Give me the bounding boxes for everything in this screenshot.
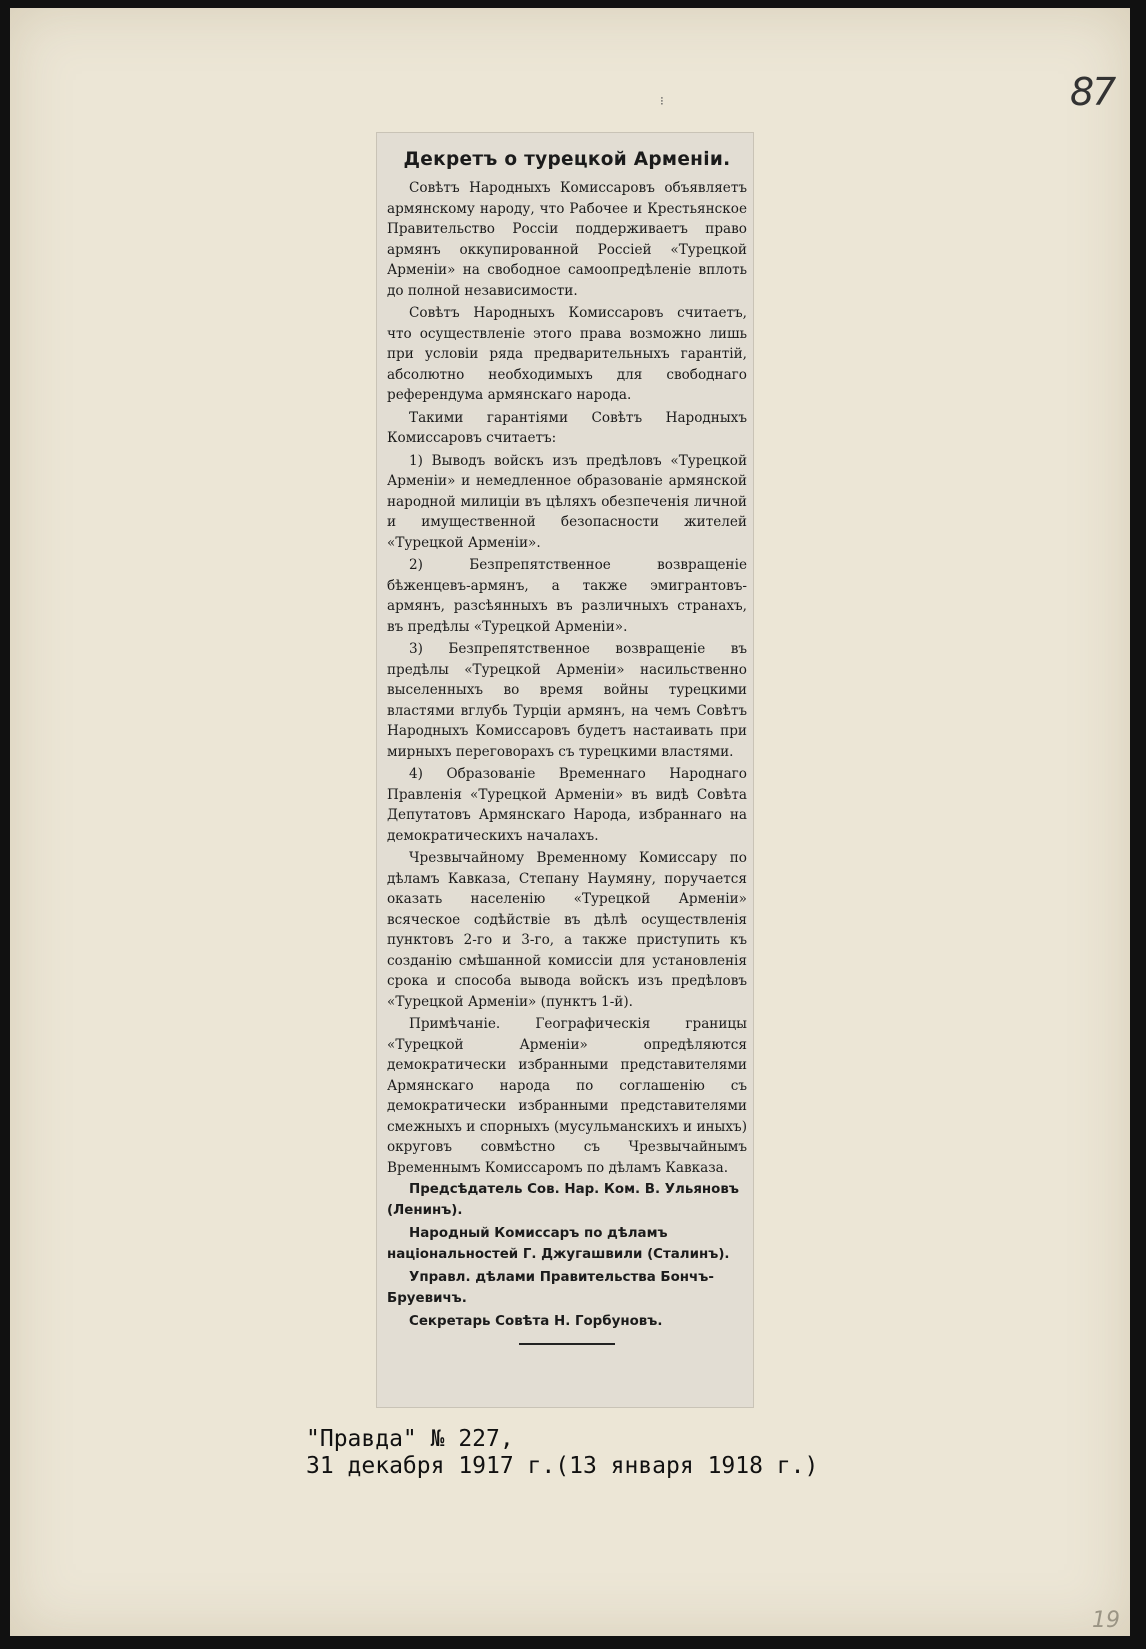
decree-point-1: 1) Выводъ войскъ изъ предѣловъ «Турецкой Арменіи» и немедленное образованіе армянской народной милиціи въ цѣляхъ обезпеченія личной и имущественной безопасности жителей «Турецкой Арменіи». — [387, 452, 747, 551]
pin-mark: ⁝ — [660, 94, 664, 108]
decree-paragraph: Такими гарантіями Совѣтъ Народныхъ Комиссаровъ считаетъ: — [387, 409, 747, 446]
decree-note: Примѣчаніе. Географическія границы «Турецкой Арменіи» опредѣляются демократически избранными представителями Армянскаго народа по соглашенію съ демократически избранными представителями смежныхъ и спорныхъ (мусульманскихъ и иныхъ) округовъ совмѣстно съ Чрезвычайнымъ Временнымъ Комиссаромъ по дѣламъ Кавказа. — [387, 1016, 747, 1176]
closing-rule — [519, 1343, 615, 1345]
decree-point-4: 4) Образованіе Временнаго Народнаго Правленія «Турецкой Арменіи» въ видѣ Совѣта Депутатовъ Армянскаго Народа, избраннаго на демократическихъ началахъ. — [387, 766, 747, 844]
folio-number-top: 87 — [1070, 70, 1115, 114]
signature-stalin: Народный Комиссаръ по дѣламъ національностей Г. Джугашвили (Сталинъ). — [387, 1226, 730, 1262]
decree-paragraph: Совѣтъ Народныхъ Комиссаровъ объявляетъ армянскому народу, что Рабочее и Крестьянское Правительство Россіи поддерживаетъ право армянъ оккупированной Россіей «Турецкой Арменіи» на свободное самоопредѣленіе вплоть до полной независимости. — [387, 180, 747, 299]
signature-bonch-bruevich: Управл. дѣлами Правительства Бончъ-Бруевичъ. — [387, 1270, 714, 1306]
caption-line-2: 31 декабря 1917 г.(13 января 1918 г.) — [306, 1453, 819, 1479]
decree-point-3: 3) Безпрепятственное возвращеніе въ предѣлы «Турецкой Арменіи» насильственно выселенныхъ во время войны турецкими властями вглубь Турціи армянъ, на чемъ Совѣтъ Народныхъ Комиссаровъ будетъ настаивать при мирныхъ переговорахъ съ турецкими властями. — [387, 641, 747, 760]
signature-gorbunov: Секретарь Совѣта Н. Горбуновъ. — [409, 1314, 663, 1329]
decree-point-2: 2) Безпрепятственное возвращеніе бѣженцевъ-армянъ, а также эмигрантовъ-армянъ, разсѣянныхъ въ различныхъ странахъ, въ предѣлы «Турецкой Арменіи». — [387, 557, 747, 635]
decree-paragraph: Чрезвычайному Временному Комиссару по дѣламъ Кавказа, Степану Наумяну, поручается оказать населенію «Турецкой Арменіи» всяческое содѣйствіе въ дѣлѣ осуществленія пунктовъ 2-го и 3-го, а также приступить къ созданію смѣшанной комиссіи для установленія срока и способа вывода войскъ изъ предѣловъ «Турецкой Арменіи» (пунктъ 1-й). — [387, 850, 747, 1010]
archive-sheet — [10, 8, 1130, 1636]
signature-lenin: Предсѣдатель Сов. Нар. Ком. В. Ульяновъ (Ленинъ). — [387, 1182, 739, 1218]
decree-title: Декретъ о турецкой Арменіи. — [403, 149, 731, 170]
folio-number-bottom: 19 — [1092, 1608, 1120, 1633]
newspaper-clipping — [376, 132, 754, 1408]
decree-paragraph: Совѣтъ Народныхъ Комиссаровъ считаетъ, что осуществленіе этого права возможно лишь при условіи ряда предварительныхъ гарантій, абсолютно необходимыхъ для свободнаго референдума армянскаго народа. — [387, 305, 747, 403]
source-caption — [306, 1426, 818, 1480]
caption-line-1: "Правда" № 227, — [306, 1426, 514, 1452]
